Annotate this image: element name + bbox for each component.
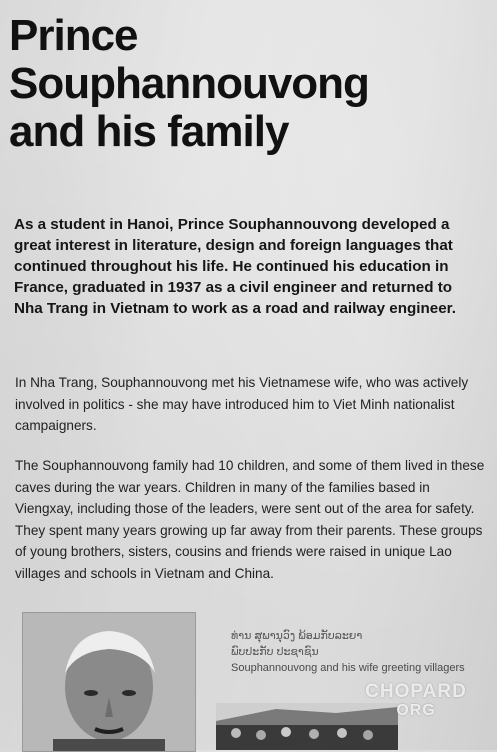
title-line-3: and his family — [9, 107, 289, 156]
portrait-photo — [22, 612, 196, 752]
caption-lao-line-2: ພົບປະກັບ ປະຊາຊົນ — [231, 646, 319, 658]
page-title — [9, 12, 479, 156]
body-paragraph-children: The Souphannouvong family had 10 children, and some of them lived in these caves during the war years. Children in many of the families based in Viengxay, including those of the leaders, were sent out of the area for safety. They spent many years growing up far away from their parents. These groups of young brothers, sisters, cousins and friends were raised in unique Lao villages and schools in Vietnam and China. — [15, 458, 485, 581]
watermark-line-1: CHOPARD — [365, 681, 467, 702]
title-line-1: Prince — [9, 11, 138, 60]
photo-caption — [231, 628, 471, 676]
watermark — [356, 682, 476, 720]
caption-english: Souphannouvong and his wife greeting villagers — [231, 662, 465, 674]
intro-paragraph: As a student in Hanoi, Prince Souphannouvong developed a great interest in literature, design and foreign languages that continued throughout his life. He continued his education in France, graduated in 1937 as a civil engineer and returned to Nha Trang in Vietnam to work as a road and railway engineer. — [14, 216, 456, 317]
portrait-illustration — [23, 613, 195, 751]
caption-lao-line-1: ທ່ານ ສຸພານຸວົງ ພ້ອມກັບລະຍາ — [231, 630, 363, 642]
body-paragraph-wife: In Nha Trang, Souphannouvong met his Vietnamese wife, who was actively involved in politics - she may have introduced him to Viet Minh nationalist campaigners. — [15, 375, 469, 433]
watermark-line-2: ORG — [396, 702, 436, 719]
title-line-2: Souphannouvong — [9, 59, 369, 108]
